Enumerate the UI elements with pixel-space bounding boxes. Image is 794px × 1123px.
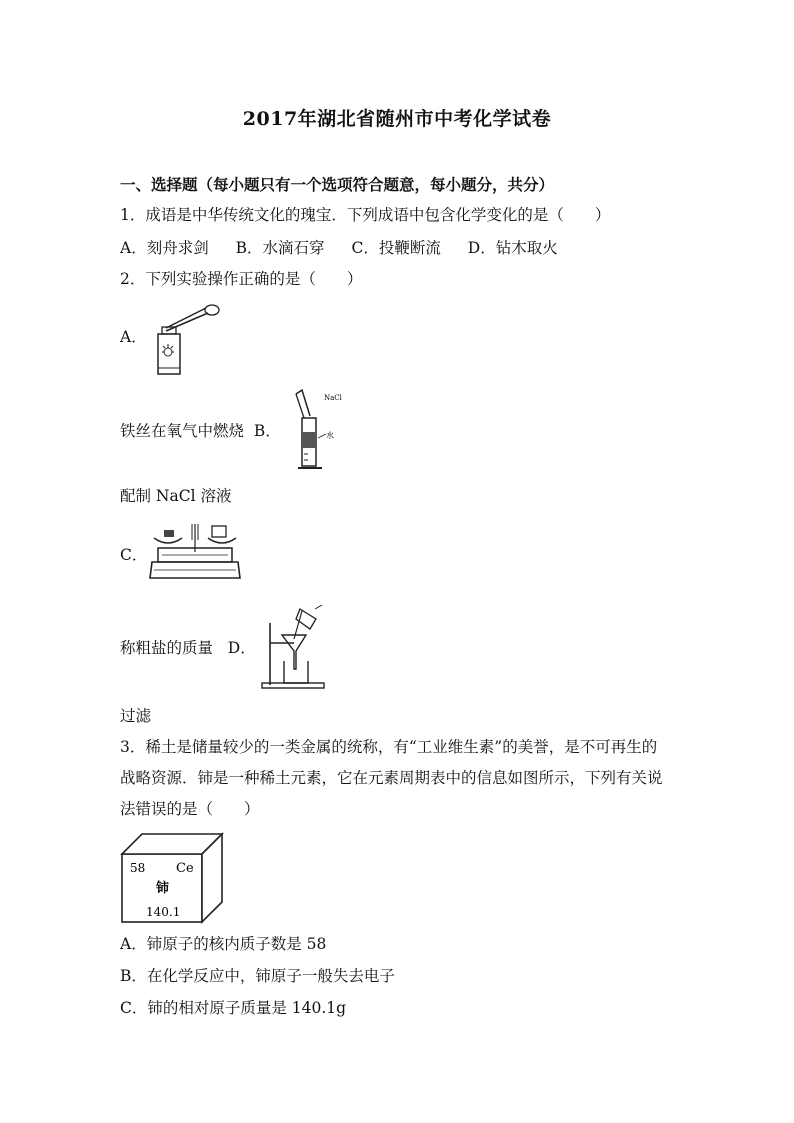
q2-option-c-caption	[120, 637, 256, 659]
q2-option-b-caption: 配制 NaCl 溶液	[120, 487, 232, 505]
q2-option-a-label: A．	[120, 328, 147, 346]
question-3-stem-line-3: 法错误的是（ ）	[120, 800, 260, 818]
q3-option-c: C．铈的相对原子质量是 140.1g	[120, 999, 347, 1017]
page-title: 2017年湖北省随州市中考化学试卷	[242, 108, 552, 130]
element-mass: 140.1	[146, 905, 181, 919]
question-3-stem-line-1: 3．稀土是储量较少的一类金属的统称，有“工业维生素”的美誉，是不可再生的	[120, 738, 658, 756]
question-1-options	[120, 237, 580, 259]
q2-option-d-caption: 过滤	[120, 707, 152, 725]
question-3-stem-line-2: 战略资源．铈是一种稀土元素，它在元素周期表中的信息如图所示，下列有关说	[120, 769, 663, 787]
q1-option-d: D．钻木取火	[467, 239, 558, 257]
q2-option-d-label: D．	[227, 639, 256, 657]
q3-option-b: B．在化学反应中，铈原子一般失去电子	[120, 967, 395, 985]
iron-wire-caption: 铁丝在氧气中燃烧	[120, 422, 245, 440]
iron-wire-burning-figure	[148, 300, 223, 378]
element-symbol: Ce	[176, 861, 194, 876]
q1-option-c: C．投鞭断流	[351, 239, 441, 257]
q1-option-b: B．水滴石穿	[235, 239, 325, 257]
element-name: 铈	[156, 881, 170, 896]
q1-option-a: A．刻舟求剑	[120, 239, 209, 257]
q2-option-a-caption	[120, 420, 281, 442]
cerium-element-box	[118, 830, 228, 926]
question-2-stem: 2．下列实验操作正确的是（ ）	[120, 270, 363, 288]
q2-option-b-label: B．	[253, 422, 281, 440]
nacl-label: NaCl	[324, 394, 342, 402]
balance-figure	[148, 518, 243, 588]
q2-option-c-label: C．	[120, 546, 148, 564]
q3-option-a: A．铈原子的核内质子数是 58	[120, 935, 327, 953]
water-label: 水	[326, 431, 334, 440]
nacl-solution-figure	[284, 388, 354, 472]
balance-caption: 称粗盐的质量	[120, 639, 214, 657]
filtration-figure	[260, 605, 326, 691]
section-heading: 一、选择题（每小题只有一个选项符合题意，每小题分，共分）	[120, 175, 555, 194]
element-number: 58	[130, 861, 146, 875]
question-1-stem: 1．成语是中华传统文化的瑰宝．下列成语中包含化学变化的是（ ）	[120, 206, 611, 224]
